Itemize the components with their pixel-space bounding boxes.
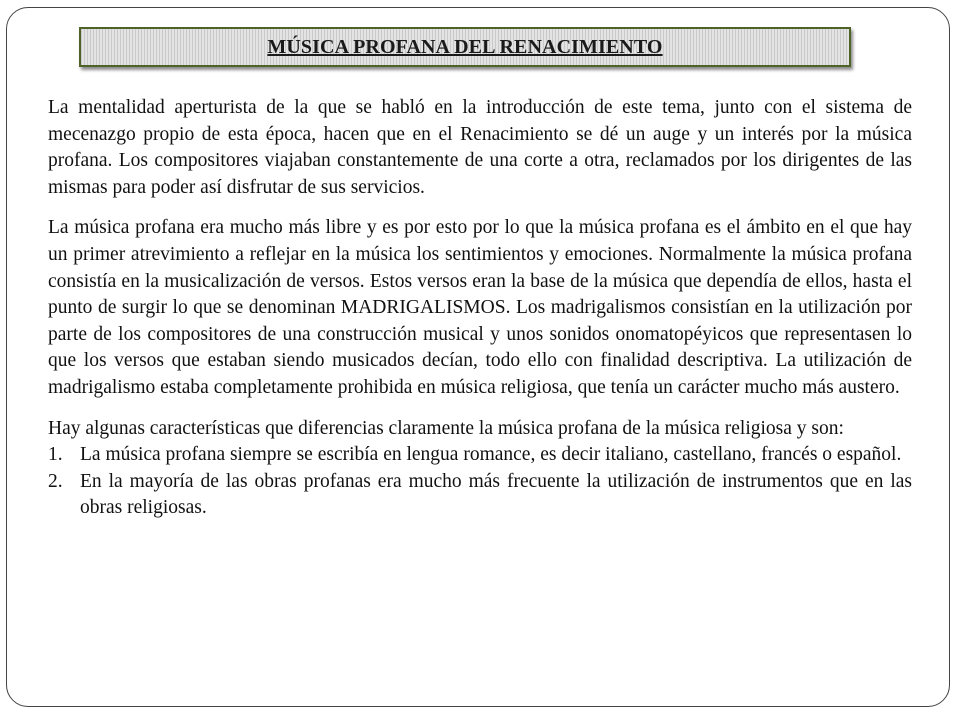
paragraph-madrigalismos: La música profana era mucho más libre y es por esto por lo que la música profana es el ámbito en el que hay un primer atrevimiento a reflejar en la música los sentimientos y emociones. Normalmente la música profana consistía en la musicalización de versos. Estos versos eran la base de la música que dependía de ellos, hasta el punto de surgir lo que se denominan MADRIGALISMOS. Los madrigalismos consistían en la utilización por parte de los compositores de una construcción musical y unos sonidos onomatopéyicos que representasen lo que los versos que estaban siendo musicados decían, todo ello con finalidad descriptiva. La utilización de madrigalismo estaba completamente prohibida en música religiosa, que tenía un carácter mucho más austero.	[48, 217, 912, 398]
list-item-number: 1.	[48, 444, 63, 466]
list-item	[48, 442, 912, 469]
content-body	[48, 95, 912, 522]
title-banner	[79, 27, 851, 67]
characteristics-list	[48, 442, 912, 522]
list-item-number: 2.	[48, 470, 63, 492]
list-item-text: En la mayoría de las obras profanas era mucho más frecuente la utilización de instrumentos que en las obras religiosas.	[80, 470, 912, 519]
list-item-text: La música profana siempre se escribía en lengua romance, es decir italiano, castellano, francés o español.	[80, 444, 902, 466]
list-item	[48, 469, 912, 522]
paragraph-intro: La mentalidad aperturista de la que se habló en la introducción de este tema, junto con el sistema de mecenazgo propio de esta época, hacen que en el Renacimiento se dé un auge y un interés por la música profana. Los compositores viajaban constantemente de una corte a otra, reclamados por los dirigentes de las mismas para poder así disfrutar de sus servicios.	[48, 97, 912, 198]
page-title: MÚSICA PROFANA DEL RENACIMIENTO	[267, 35, 663, 58]
paragraph-caracteristicas: Hay algunas características que diferencias claramente la música profana de la música religiosa y son:	[48, 417, 844, 439]
